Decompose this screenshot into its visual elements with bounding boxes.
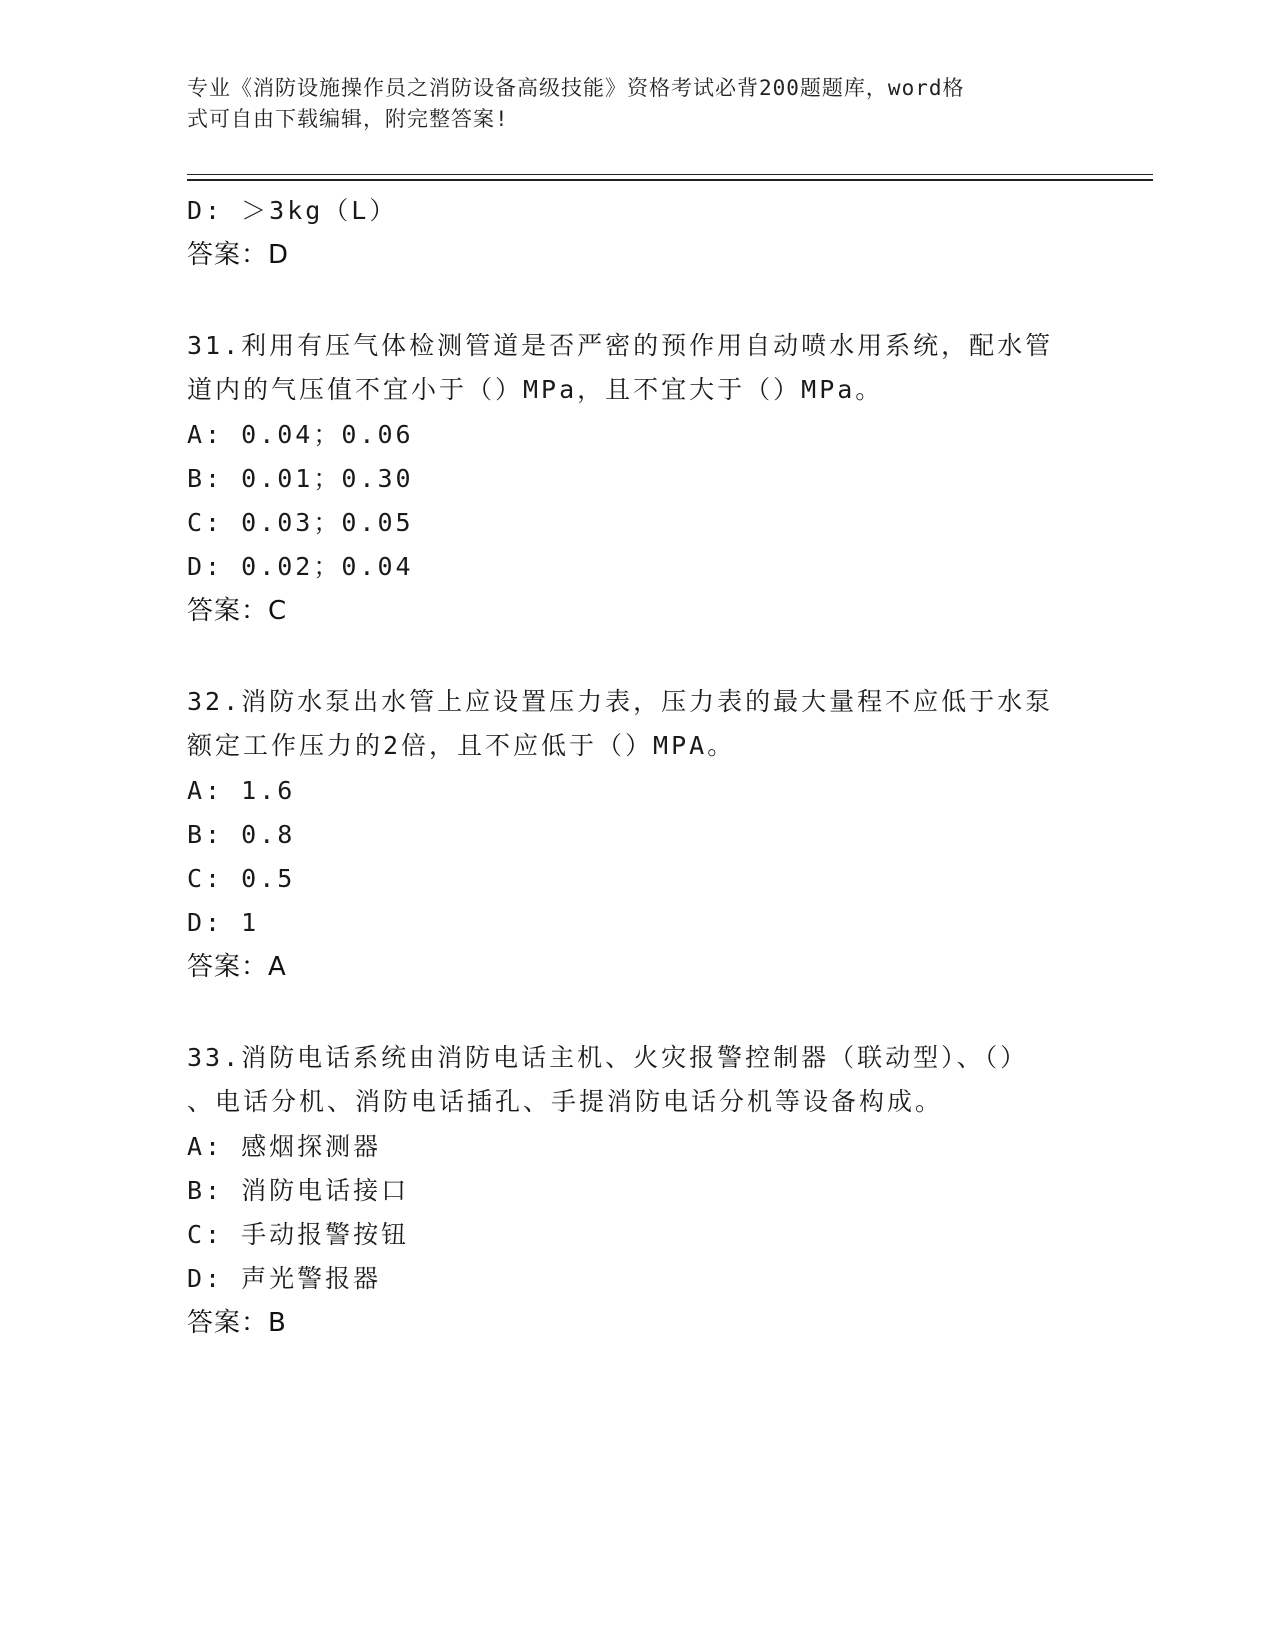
header-line-1: 专业《消防设施操作员之消防设备高级技能》资格考试必背200题题库，word格 — [187, 76, 965, 100]
q32-stem-line-1: 32.消防水泵出水管上应设置压力表，压力表的最大量程不应低于水泵 — [187, 687, 1054, 716]
q31-option-b: B: 0.01；0.30 — [187, 464, 414, 493]
q32-answer: 答案：A — [187, 952, 287, 982]
header-divider-thin — [187, 174, 1153, 175]
q33-stem-line-2: 、电话分机、消防电话插孔、手提消防电话分机等设备构成。 — [187, 1087, 944, 1116]
q32-option-b: B: 0.8 — [187, 820, 296, 849]
header-divider-thick — [187, 179, 1153, 181]
q33-stem-line-1: 33.消防电话系统由消防电话主机、火灾报警控制器（联动型）、（） — [187, 1043, 1029, 1072]
prev-option-d: D: ＞3kg（L） — [187, 196, 398, 225]
document-header — [187, 73, 1067, 135]
q32-option-c: C: 0.5 — [187, 864, 296, 893]
q33-option-a: A: 感烟探测器 — [187, 1132, 382, 1161]
q32-stem-line-2: 额定工作压力的2倍，且不应低于（）MPA。 — [187, 731, 736, 760]
q31-answer: 答案：C — [187, 596, 288, 626]
q32-option-d: D: 1 — [187, 908, 260, 937]
q31-option-d: D: 0.02；0.04 — [187, 552, 414, 581]
prev-answer: 答案：D — [187, 240, 290, 270]
q32-option-a: A: 1.6 — [187, 776, 296, 805]
q31-stem-line-1: 31.利用有压气体检测管道是否严密的预作用自动喷水用系统，配水管 — [187, 331, 1054, 360]
q31-option-a: A: 0.04；0.06 — [187, 420, 414, 449]
q33-answer: 答案：B — [187, 1308, 287, 1338]
q31-stem-line-2: 道内的气压值不宜小于（）MPa，且不宜大于（）MPa。 — [187, 375, 884, 404]
header-line-2: 式可自由下载编辑，附完整答案! — [187, 107, 509, 131]
q31-option-c: C: 0.03；0.05 — [187, 508, 414, 537]
q33-option-b: B: 消防电话接口 — [187, 1176, 410, 1205]
q33-option-d: D: 声光警报器 — [187, 1264, 382, 1293]
q33-option-c: C: 手动报警按钮 — [187, 1220, 410, 1249]
